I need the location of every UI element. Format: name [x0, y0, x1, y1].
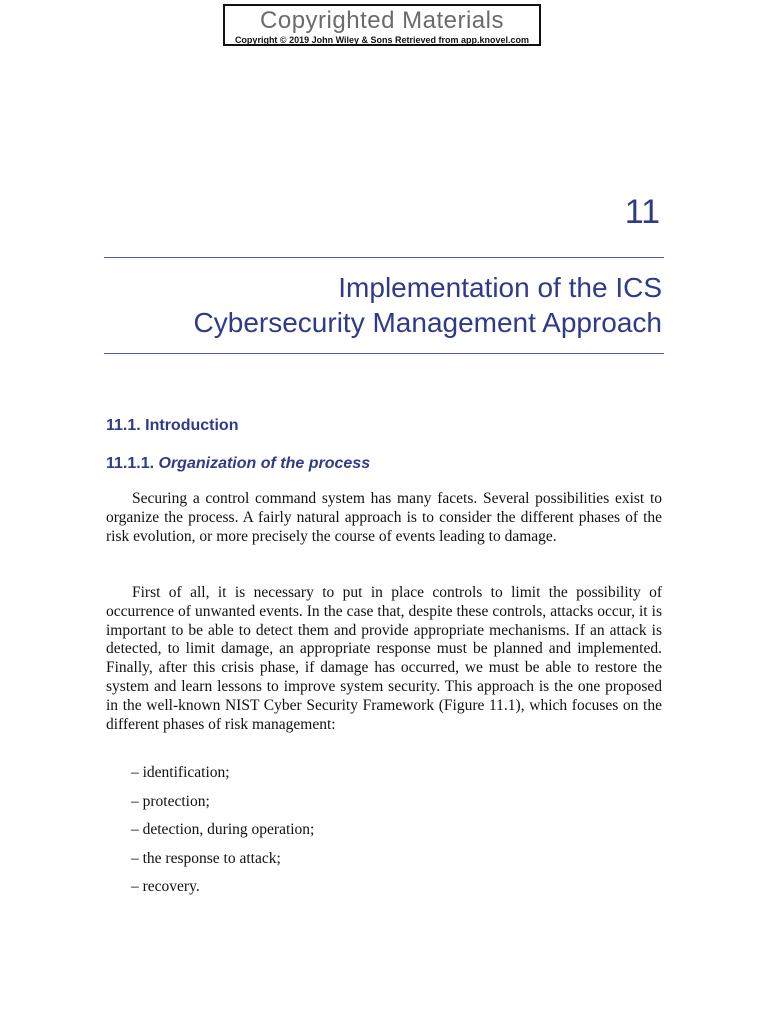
chapter-title-bottom-rule [104, 353, 664, 354]
copyright-stamp-subtitle: Copyright © 2019 John Wiley & Sons Retrieved from app.knovel.com [234, 35, 530, 45]
list-item: – the response to attack; [131, 849, 281, 867]
list-item: – detection, during operation; [131, 821, 315, 838]
chapter-title [102, 270, 662, 340]
chapter-number: 11 [624, 193, 660, 231]
copyright-stamp [223, 4, 541, 46]
list-item: – recovery. [131, 878, 200, 895]
section-heading: 11.1. Introduction [106, 417, 239, 434]
chapter-title-line-2: Cybersecurity Management Approach [193, 307, 662, 338]
risk-phases-list [131, 764, 314, 907]
paragraph: First of all, it is necessary to put in place controls to limit the possibility of occurrence of unwanted events. In the case that, despite these controls, attacks occur, it is important to be able to detect them and provide appropriate mechanisms. If an attack is detected, to limit damage, an appropriate response must be planned and implemented. Finally, after this crisis phase, if damage has occurred, we must be able to restore the system and learn lessons to improve system security. This approach is the one proposed in the well-known NIST Cyber Security Framework (Figure 11.1), which focuses on the different phases of risk management: [106, 584, 662, 733]
copyright-stamp-title: Copyrighted Materials [260, 7, 504, 34]
chapter-title-top-rule [104, 257, 664, 258]
chapter-title-line-1: Implementation of the ICS [338, 272, 662, 303]
list-item: – identification; [131, 764, 230, 781]
subsection-number: 11.1.1. [106, 455, 155, 472]
list-item: – protection; [131, 792, 210, 810]
subsection-heading [106, 454, 370, 474]
paragraph: Securing a control command system has many facets. Several possibilities exist to organize the process. A fairly natural approach is to consider the different phases of the risk evolution, or more precisely the course of events leading to damage. [106, 490, 662, 545]
subsection-title: Organization of the process [158, 455, 371, 472]
